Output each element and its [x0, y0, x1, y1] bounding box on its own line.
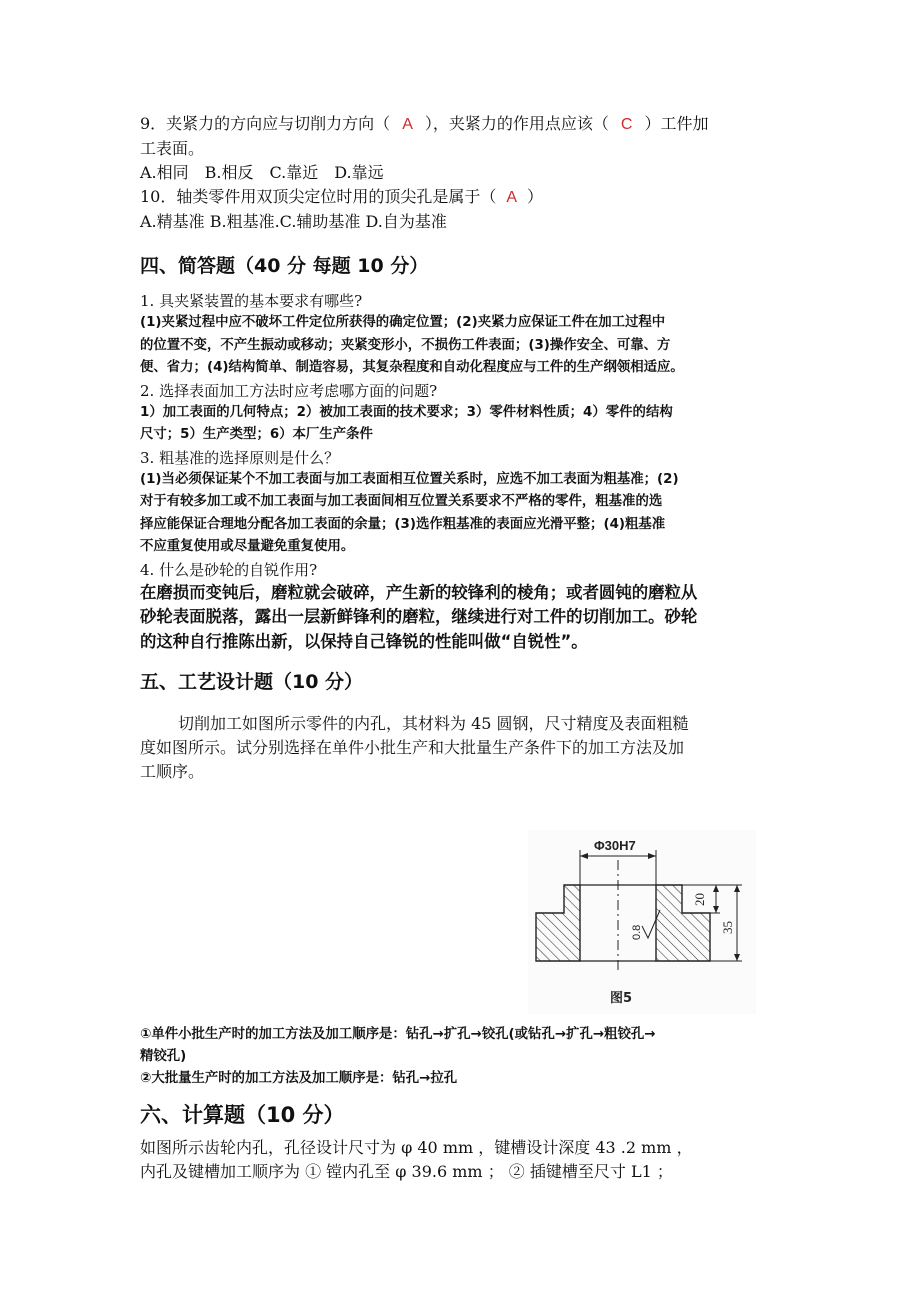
s4-a1-line: (1)夹紧过程中应不破坏工件定位所获得的确定位置；(2)夹紧力应保证工件在加工过程中: [140, 315, 666, 330]
s4-a1-line: 便、省力；(4)结构简单、制造容易，其复杂程度和自动化程度应与工件的生产纲领相适应。: [140, 360, 684, 375]
s4-q2: 2. 选择表面加工方法时应考虑哪方面的问题?: [140, 381, 438, 400]
dim-20-label: 20: [692, 893, 707, 906]
q10-line: [140, 185, 790, 210]
s5-answer-1: [140, 1024, 790, 1068]
section6-heading: 六、计算题（10 分）: [140, 1103, 345, 1127]
s6-line: 内孔及键槽加工顺序为 ① 镗内孔至 φ 39.6 mm ； ② 插键槽至尺寸 L1 ；: [140, 1162, 673, 1181]
figure-5: [528, 830, 756, 1014]
s4-a3-line: 择应能保证合理地分配各加工表面的余量；(3)选作粗基准的表面应光滑平整；(4)粗基准: [140, 516, 666, 532]
s4-q4: 4. 什么是砂轮的自锐作用?: [140, 560, 318, 579]
s5-answer-2: ②大批量生产时的加工方法及加工顺序是：钻孔→拉孔: [140, 1071, 458, 1086]
q9-answer-1: A: [402, 116, 413, 133]
figure-caption: 图5: [610, 991, 633, 1006]
q10-text-pre: 10．轴类零件用双顶尖定位时用的顶尖孔是属于（: [140, 187, 497, 206]
section4-heading: 四、简答题（40 分 每题 10 分）: [140, 255, 429, 277]
s5-para-line: 度如图所示。试分别选择在单件小批生产和大批量生产条件下的加工方法及加: [140, 738, 685, 757]
q9-line1: [140, 112, 790, 137]
s4-a4-line: 的这种自行推陈出新，以保持自己锋锐的性能叫做“自锐性”。: [140, 631, 588, 651]
s4-a2-line: 1）加工表面的几何特点；2）被加工表面的技术要求；3）零件材料性质；4）零件的结构: [140, 404, 673, 420]
q10-text-post: ）: [527, 187, 544, 206]
s5-paragraph: [140, 712, 790, 784]
s6-line: 如图所示齿轮内孔，孔径设计尺寸为 φ 40 mm ，键槽设计深度 43 .2 mm ，: [140, 1138, 693, 1157]
s4-a2: [140, 402, 790, 447]
dim-35-label: 35: [720, 921, 735, 934]
document-page: [140, 108, 790, 784]
q9-answer-2: C: [620, 116, 633, 133]
section5-heading: 五、工艺设计题（10 分）: [140, 671, 364, 693]
q10-answer: A: [506, 189, 518, 206]
s5-answer-1-line: ①单件小批生产时的加工方法及加工顺序是：钻孔→扩孔→铰孔(或钻孔→扩孔→粗铰孔→: [140, 1027, 656, 1042]
dim-diameter-label: Φ30H7: [594, 838, 636, 853]
s4-a4-line: 在磨损而变钝后，磨粒就会破碎，产生新的较锋利的棱角；或者圆钝的磨粒从: [140, 582, 698, 602]
s4-a3: [140, 469, 790, 559]
roughness-label: 0.8: [631, 924, 643, 940]
q9-options: A.相同 B.相反 C.靠近 D.靠远: [140, 163, 384, 182]
s4-a4-line: 砂轮表面脱落，露出一层新鲜锋利的磨粒，继续进行对工件的切削加工。砂轮: [140, 607, 698, 626]
q9-text-post: ）工件加: [644, 114, 709, 133]
s4-a1: [140, 312, 790, 380]
s5-para-line: 切削加工如图所示零件的内孔，其材料为 45 圆钢，尺寸精度及表面粗糙: [178, 714, 689, 733]
q9-line2: 工表面。: [140, 139, 205, 158]
s4-a4: [140, 581, 790, 655]
s4-q1: 1. 具夹紧装置的基本要求有哪些?: [140, 292, 363, 310]
s4-q3: 3. 粗基准的选择原则是什么？: [140, 448, 340, 467]
lower-block: [140, 1024, 790, 1184]
q9-text-mid: ），夹紧力的作用点应该（: [424, 114, 609, 133]
s4-a3-line: 不应重复使用或尽量避免重复使用。: [140, 539, 355, 554]
part-drawing: [528, 830, 756, 1014]
s5-answer-1-line: 精铰孔): [140, 1049, 187, 1064]
s4-a3-line: 对于有较多加工或不加工表面与加工表面间相互位置关系要求不严格的零件，粗基准的选: [140, 494, 663, 509]
s4-a2-line: 尺寸；5）生产类型；6）本厂生产条件: [140, 427, 373, 442]
q10-options: A.精基准 B.粗基准.C.辅助基准 D.自为基准: [140, 212, 447, 231]
s4-a3-line: (1)当必须保证某个不加工表面与加工表面相互位置关系时，应选不加工表面为粗基准；(2): [140, 471, 679, 487]
s5-para-line: 工顺序。: [140, 762, 205, 781]
q9-text-pre: 9．夹紧力的方向应与切削力方向（: [140, 114, 391, 133]
s4-a1-line: 的位置不变，不产生振动或移动；夹紧变形小，不损伤工件表面；(3)操作安全、可靠、方: [140, 337, 671, 353]
